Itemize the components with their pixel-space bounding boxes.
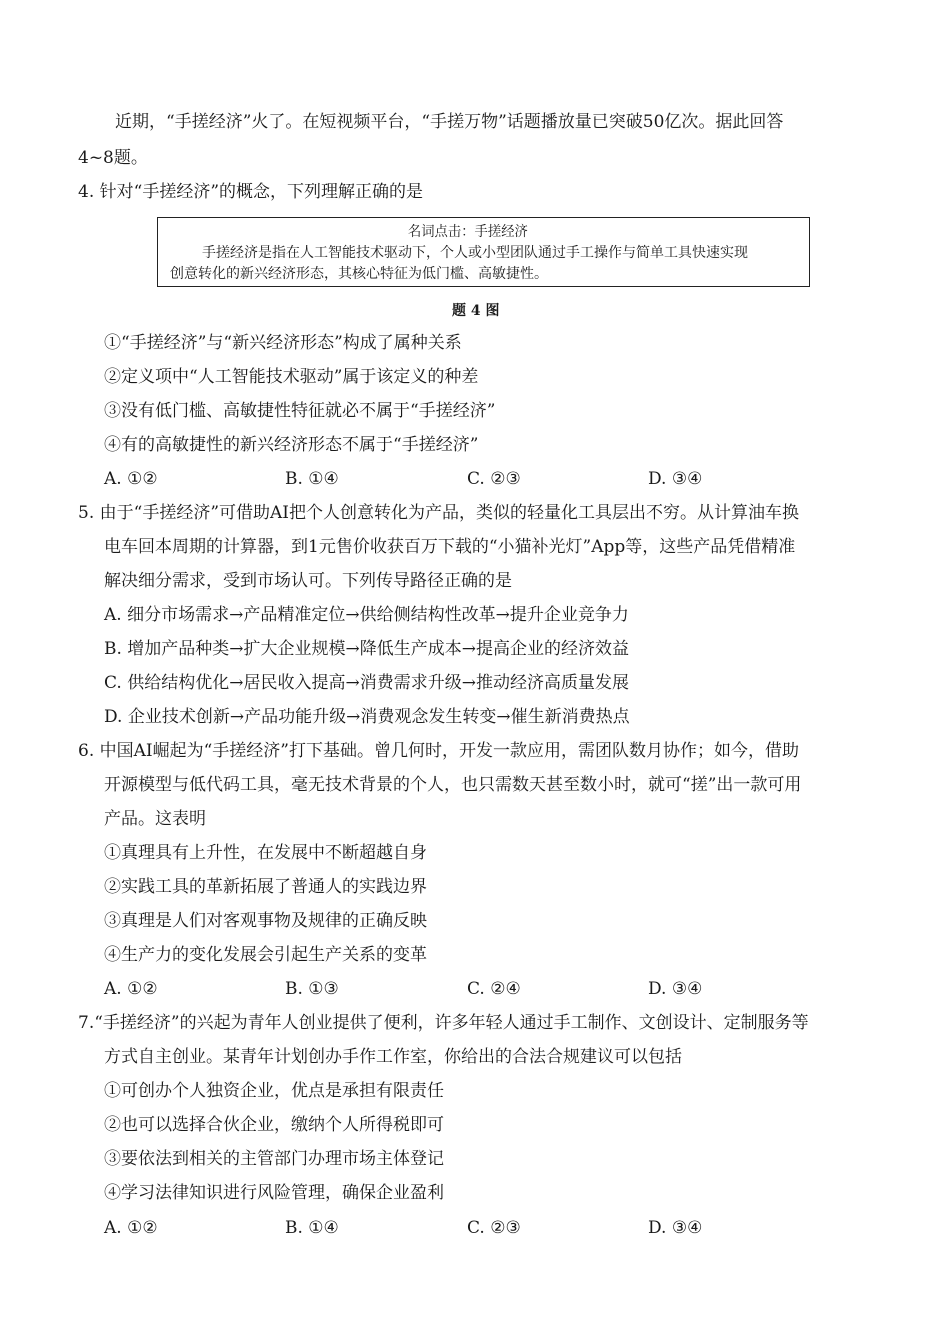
q6-item-3: ③真理是人们对客观事物及规律的正确反映 (104, 911, 427, 931)
q7-stem-line-1: 7.“手搓经济”的兴起为青年人创业提供了便利，许多年轻人通过手工制作、文创设计、定制服务等 (78, 1013, 809, 1033)
q4-item-1: ①“手搓经济”与“新兴经济形态”构成了属种关系 (104, 333, 462, 353)
q6-item-2: ②实践工具的革新拓展了普通人的实践边界 (104, 877, 427, 897)
q6-item-1: ①真理具有上升性，在发展中不断超越自身 (104, 843, 427, 863)
q6-option-c: C. ②④ (467, 979, 521, 999)
q7-option-a: A. ①② (104, 1218, 158, 1238)
q5-option-b: B. 增加产品种类→扩大企业规模→降低生产成本→提高企业的经济效益 (104, 639, 630, 659)
q4-item-4: ④有的高敏捷性的新兴经济形态不属于“手搓经济” (104, 435, 479, 455)
q5-option-a: A. 细分市场需求→产品精准定位→供给侧结构性改革→提升企业竞争力 (104, 605, 629, 625)
q7-option-c: C. ②③ (467, 1218, 521, 1238)
q7-item-2: ②也可以选择合伙企业，缴纳个人所得税即可 (104, 1115, 444, 1135)
q6-option-b: B. ①③ (285, 979, 339, 999)
q4-box-line-1: 手搓经济是指在人工智能技术驱动下，个人或小型团队通过手工操作与简单工具快速实现 (202, 245, 748, 261)
q6-option-a: A. ①② (104, 979, 158, 999)
q7-option-b: B. ①④ (285, 1218, 339, 1238)
q6-option-d: D. ③④ (648, 979, 703, 999)
q4-definition-box (157, 217, 810, 287)
q7-item-3: ③要依法到相关的主管部门办理市场主体登记 (104, 1149, 444, 1169)
q7-stem-line-2: 方式自主创业。某青年计划创办手作工作室，你给出的合法合规建议可以包括 (104, 1047, 682, 1067)
q4-option-c: C. ②③ (467, 469, 521, 489)
q5-stem-line-1: 5. 由于“手搓经济”可借助AI把个人创意转化为产品，类似的轻量化工具层出不穷。从计算油车换 (78, 503, 799, 523)
q4-box-title: 名词点击：手搓经济 (407, 224, 528, 240)
q4-figure-caption: 题 4 图 (452, 303, 500, 319)
intro-line-2: 4~8题。 (78, 148, 148, 168)
q4-option-a: A. ①② (104, 469, 158, 489)
q5-stem-line-3: 解决细分需求，受到市场认可。下列传导路径正确的是 (104, 571, 512, 591)
q4-box-line-2: 创意转化的新兴经济形态，其核心特征为低门槛、高敏捷性。 (170, 266, 548, 282)
q6-item-4: ④生产力的变化发展会引起生产关系的变革 (104, 945, 427, 965)
q4-option-d: D. ③④ (648, 469, 703, 489)
q6-stem-line-3: 产品。这表明 (104, 809, 206, 829)
q6-stem-line-1: 6. 中国AI崛起为“手搓经济”打下基础。曾几何时，开发一款应用，需团队数月协作；如今，借助 (78, 741, 799, 761)
q5-stem-line-2: 电车回本周期的计算器，到1元售价收获百万下载的“小猫补光灯”App等，这些产品凭借精准 (104, 537, 796, 557)
q7-item-4: ④学习法律知识进行风险管理，确保企业盈利 (104, 1183, 444, 1203)
q4-item-3: ③没有低门槛、高敏捷性特征就必不属于“手搓经济” (104, 401, 496, 421)
q7-option-d: D. ③④ (648, 1218, 703, 1238)
intro-line-1: 近期，“手搓经济”火了。在短视频平台，“手搓万物”话题播放量已突破50亿次。据此回答 (115, 112, 784, 132)
q7-item-1: ①可创办个人独资企业，优点是承担有限责任 (104, 1081, 444, 1101)
q4-stem: 4. 针对“手搓经济”的概念，下列理解正确的是 (78, 182, 424, 202)
q5-option-c: C. 供给结构优化→居民收入提高→消费需求升级→推动经济高质量发展 (104, 673, 629, 693)
q4-option-b: B. ①④ (285, 469, 339, 489)
q6-stem-line-2: 开源模型与低代码工具，毫无技术背景的个人，也只需数天甚至数小时，就可“搓”出一款可用 (104, 775, 802, 795)
q5-option-d: D. 企业技术创新→产品功能升级→消费观念发生转变→催生新消费热点 (104, 707, 630, 727)
q4-item-2: ②定义项中“人工智能技术驱动”属于该定义的种差 (104, 367, 479, 387)
